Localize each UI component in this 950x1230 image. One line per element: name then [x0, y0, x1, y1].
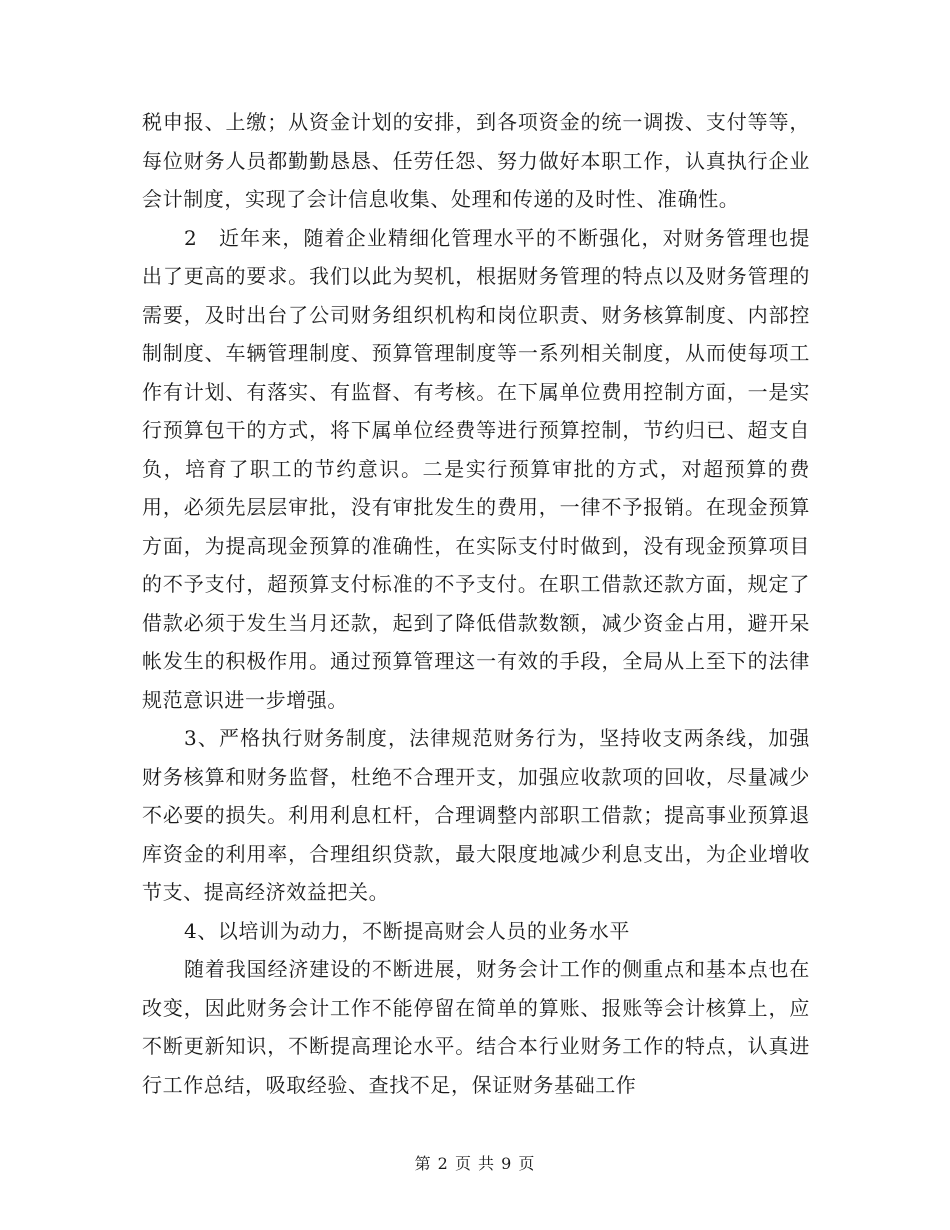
paragraph-2: 2 近年来，随着企业精细化管理水平的不断强化，对财务管理也提出了更高的要求。我们以此为契机，根据财务管理的特点以及财务管理的需要，及时出台了公司财务组织机构和岗位职责、财务核算制度、内部控制制度、车辆管理制度、预算管理制度等一系列相关制度，从而使每项工作有计划、有落实、有监督、有考核。在下属单位费用控制方面，一是实行预算包干的方式，将下属单位经费等进行预算控制，节约归已、超支自负，培育了职工的节约意识。二是实行预算审批的方式，对超预算的费用，必须先层层审批，没有审批发生的费用，一律不予报销。在现金预算方面，为提高现金预算的准确性，在实际支付时做到，没有现金预算项目的不予支付，超预算支付标准的不予支付。在职工借款还款方面，规定了借款必须于发生当月还款，起到了降低借款数额，减少资金占用，避开呆帐发生的积极作用。通过预算管理这一有效的手段，全局从上至下的法律规范意识进一步增强。: [142, 225, 810, 712]
paragraph-4-heading: 4、以培训为动力，不断提高财会人员的业务水平: [184, 918, 630, 943]
paragraph-continuation: 税申报、上缴；从资金计划的安排，到各项资金的统一调拨、支付等等，每位财务人员都勤勤恳恳、任劳任怨、努力做好本职工作，认真执行企业会计制度，实现了会计信息收集、处理和传递的及时性、准确性。: [142, 110, 810, 211]
paragraph-5: 随着我国经济建设的不断进展，财务会计工作的侧重点和基本点也在改变，因此财务会计工作不能停留在简单的算账、报账等会计核算上，应不断更新知识，不断提高理论水平。结合本行业财务工作的特点，认真进行工作总结，吸取经验、查找不足，保证财务基础工作: [142, 957, 810, 1097]
document-body: [142, 103, 810, 1104]
paragraph-3: 3、严格执行财务制度，法律规范财务行为，坚持收支两条线，加强财务核算和财务监督，杜绝不合理开支，加强应收款项的回收，尽量减少不必要的损失。利用利息杠杆，合理调整内部职工借款；提高事业预算退库资金的利用率，合理组织贷款，最大限度地减少利息支出，为企业增收节支、提高经济效益把关。: [142, 726, 810, 904]
page-footer: 第 2 页 共 9 页: [414, 1154, 536, 1173]
